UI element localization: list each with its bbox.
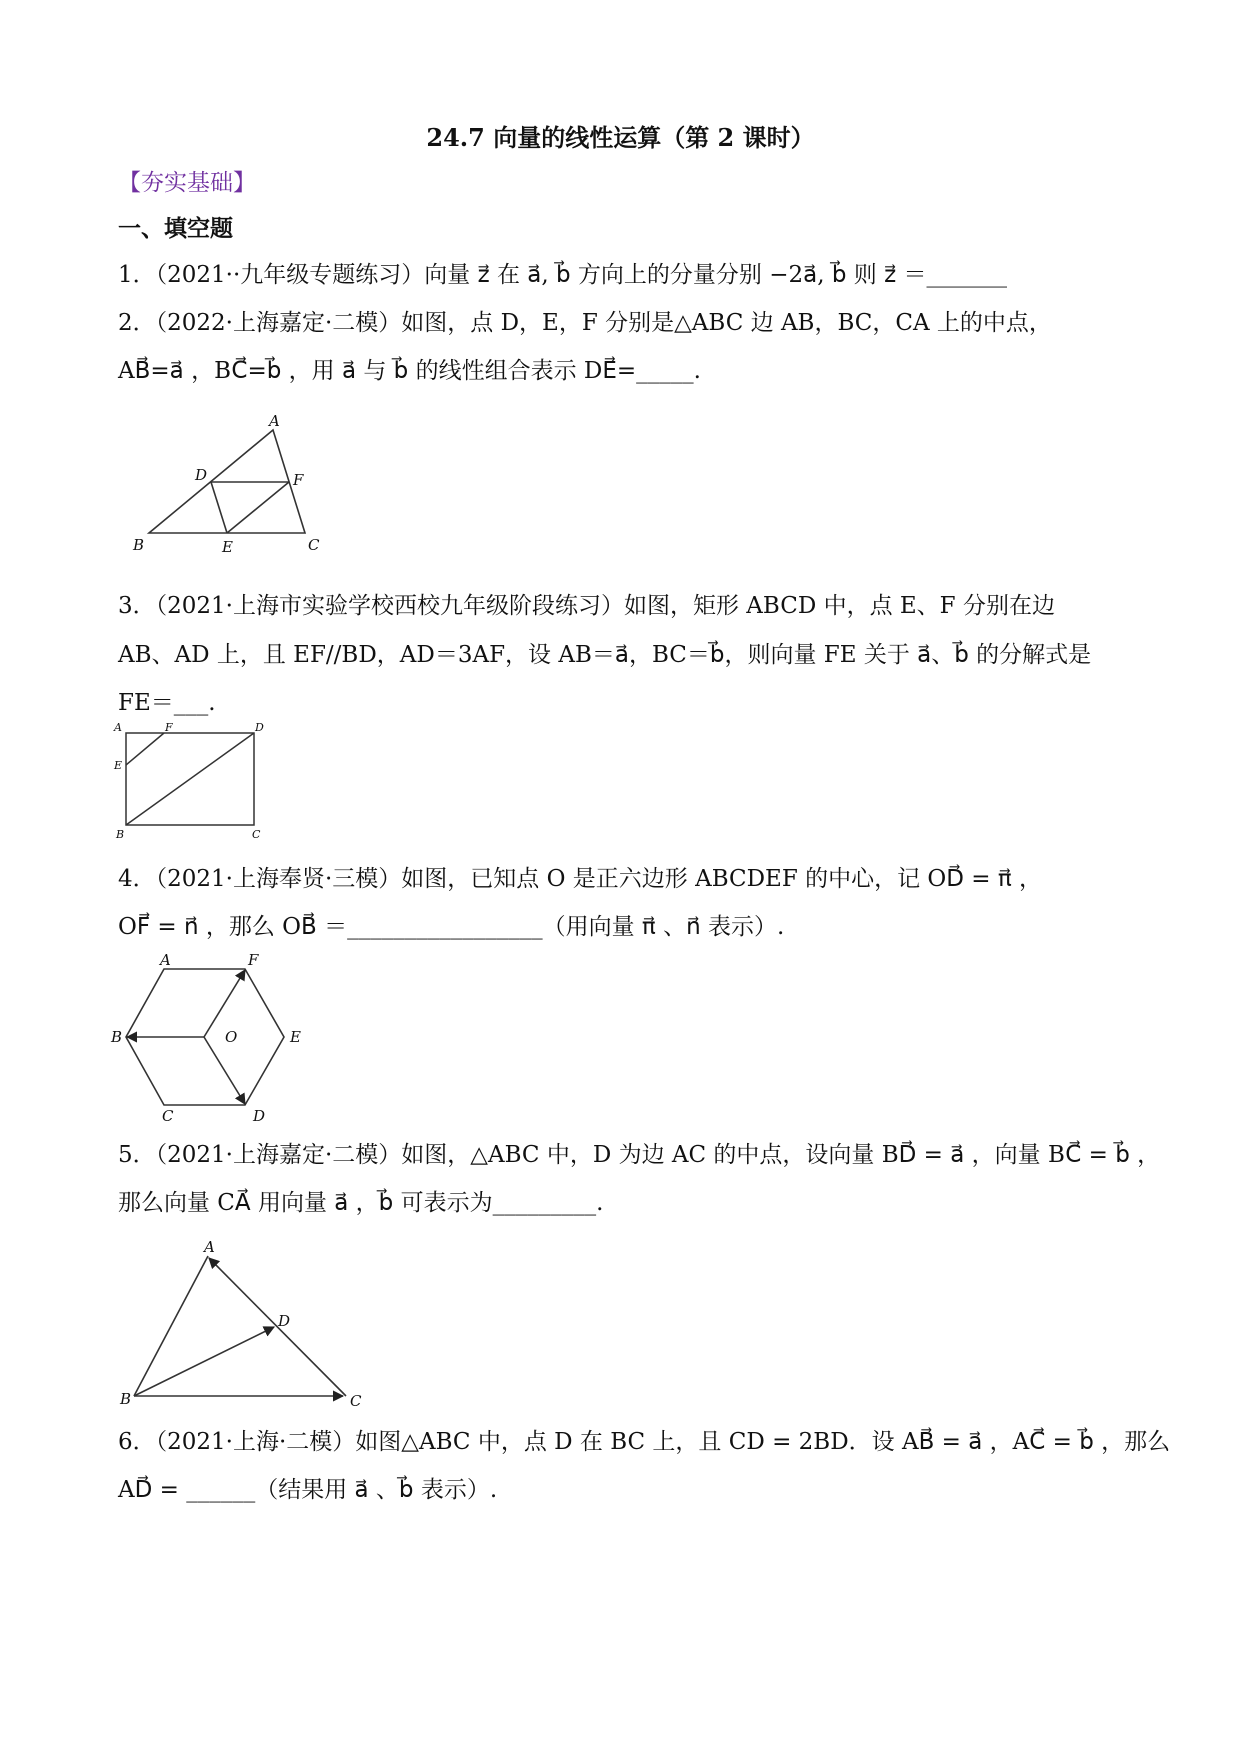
fig4-label-C: C (162, 1107, 174, 1123)
section-heading: 一、填空题 (118, 215, 233, 242)
fig4-label-D: D (253, 1107, 266, 1123)
fig2-label-A: A (269, 412, 280, 430)
figure-hexagon (110, 953, 320, 1123)
question-4-line-1: 4．（2021·上海奉贤·三模）如图，已知点 O 是正六边形 ABCDEF 的中心，记 OD⃗ = π⃗ ， (118, 866, 1043, 892)
fig2-label-D: D (195, 466, 208, 484)
question-2-line-1: 2．（2022·上海嘉定·二模）如图，点 D，E，F 分别是△ABC 边 AB，BC，CA 上的中点， (118, 310, 1052, 336)
fig4-label-F: F (248, 953, 259, 969)
page-title: 24.7 向量的线性运算（第 2 课时） (426, 123, 815, 152)
fig2-label-B: B (133, 536, 145, 554)
question-5-line-2: 那么向量 CA⃗ 用向量 a⃗ ，b⃗ 可表示为_________. (118, 1190, 604, 1216)
question-5-line-1: 5．（2021·上海嘉定·二模）如图，△ABC 中，D 为边 AC 的中点，设向量 BD⃗ = a⃗ ，向量 BC⃗ = b⃗ ， (118, 1142, 1161, 1168)
fig3-label-D: D (255, 721, 264, 734)
question-2-line-2: AB⃗=a⃗ ，BC⃗=b⃗ ，用 a⃗ 与 b⃗ 的线性组合表示 DE⃗=_____. (118, 358, 701, 384)
question-3-line-1: 3．（2021·上海市实验学校西校九年级阶段练习）如图，矩形 ABCD 中，点 E、F 分别在边 (118, 593, 1055, 619)
fig3-label-C: C (252, 828, 261, 840)
figure-triangle-vectors (112, 1236, 372, 1416)
fig3-label-B: B (116, 828, 125, 840)
fig3-label-A: A (114, 721, 122, 734)
fig4-label-O: O (225, 1028, 238, 1046)
fig2-label-F: F (293, 471, 304, 489)
fig5-label-C: C (350, 1392, 362, 1410)
fig4-label-A: A (160, 953, 171, 969)
question-6-line-1: 6．（2021·上海·二模）如图△ABC 中，点 D 在 BC 上，且 CD = 2BD．设 AB⃗ = a⃗ ，AC⃗ = b⃗ ，那么 (118, 1429, 1171, 1455)
fig5-label-D: D (278, 1312, 291, 1330)
figure-rectangle (112, 720, 272, 840)
fig3-label-F: F (165, 721, 173, 734)
question-1-line-1: 1．（2021··九年级专题练习）向量 z⃗ 在 a⃗, b⃗ 方向上的分量分别 −2a⃗, b⃗ 则 z⃗ ＝_______ (118, 262, 1007, 288)
question-6-line-2: AD⃗ = ______（结果用 a⃗ 、b⃗ 表示）. (118, 1477, 498, 1503)
fig5-label-B: B (120, 1390, 132, 1408)
fig5-label-A: A (204, 1238, 215, 1256)
fig2-label-C: C (308, 536, 320, 554)
fig4-label-E: E (290, 1028, 301, 1046)
question-3-line-3: FE＝___. (118, 690, 216, 716)
section-label: 【夯实基础】 (118, 170, 256, 196)
figure-triangle-midpoints (125, 410, 335, 560)
fig3-label-E: E (114, 759, 123, 772)
question-3-line-2: AB、AD 上，且 EF//BD，AD＝3AF，设 AB＝a⃗，BC＝b⃗，则向量 FE 关于 a⃗、b⃗ 的分解式是 (118, 642, 1092, 668)
fig4-label-B: B (111, 1028, 123, 1046)
question-4-line-2: OF⃗ = n⃗ ，那么 OB⃗ ＝_________________（用向量 π⃗ 、n⃗ 表示）. (118, 914, 785, 940)
fig2-label-E: E (222, 538, 233, 556)
